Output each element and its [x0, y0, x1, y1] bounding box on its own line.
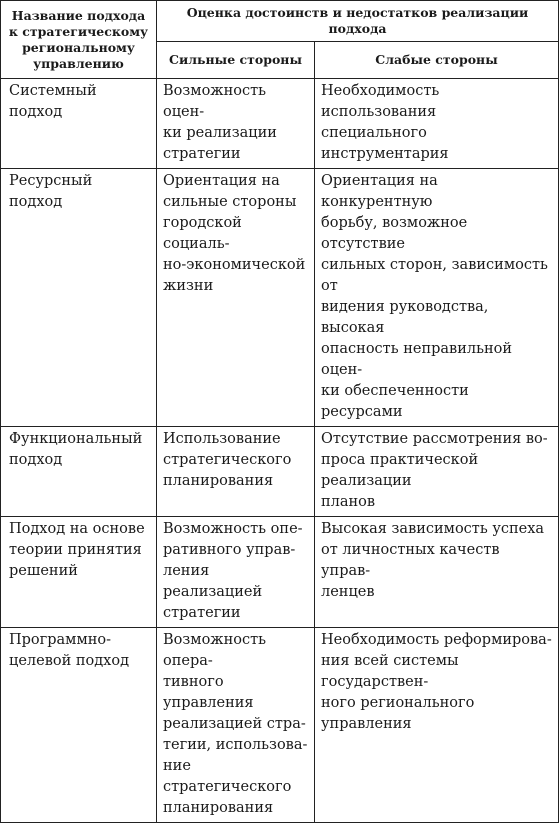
weaknesses-cell: Отсутствие рассмотрения во- проса практической реализации планов [315, 427, 559, 517]
header-row-top [1, 1, 559, 42]
approach-cell: Программно- целевой подход [1, 628, 157, 823]
strengths-cell: Возможность опера- тивного управления реализацией стра- тегии, использова- ние стратегического планирования [157, 628, 315, 823]
weaknesses-cell: Ориентация на конкурентную борьбу, возможное отсутствие сильных сторон, зависимость от видения руководства, высокая опасность неправильной оцен- ки обеспеченности ресурсами [315, 169, 559, 427]
strengths-cell: Возможность оцен- ки реализации стратегии [157, 79, 315, 169]
header-weaknesses: Слабые стороны [315, 42, 559, 79]
strengths-cell: Возможность опе- ративного управ- ления реализацией стратегии [157, 517, 315, 628]
weaknesses-cell: Высокая зависимость успеха от личностных качеств управ- ленцев [315, 517, 559, 628]
approach-cell: Функциональный подход [1, 427, 157, 517]
weaknesses-cell: Необходимость реформирова- ния всей системы государствен- ного регионального управления [315, 628, 559, 823]
approach-cell: Системный подход [1, 79, 157, 169]
header-strengths: Сильные стороны [157, 42, 315, 79]
table-row [1, 169, 559, 427]
approach-cell: Подход на основе теории принятия решений [1, 517, 157, 628]
header-evaluation: Оценка достоинств и недостатков реализации подхода [157, 1, 559, 42]
approach-cell: Ресурсный подход [1, 169, 157, 427]
table-row [1, 79, 559, 169]
table-row [1, 517, 559, 628]
header-approach-name [1, 1, 157, 79]
weaknesses-cell: Необходимость использования специального инструментария [315, 79, 559, 169]
table-row [1, 427, 559, 517]
table-row [1, 628, 559, 823]
strengths-cell: Ориентация на сильные стороны городской социаль- но-экономической жизни [157, 169, 315, 427]
header-approach-name-text: Название подхода к стратегическому региональному управлению [8, 7, 149, 71]
strengths-cell: Использование стратегического планирования [157, 427, 315, 517]
